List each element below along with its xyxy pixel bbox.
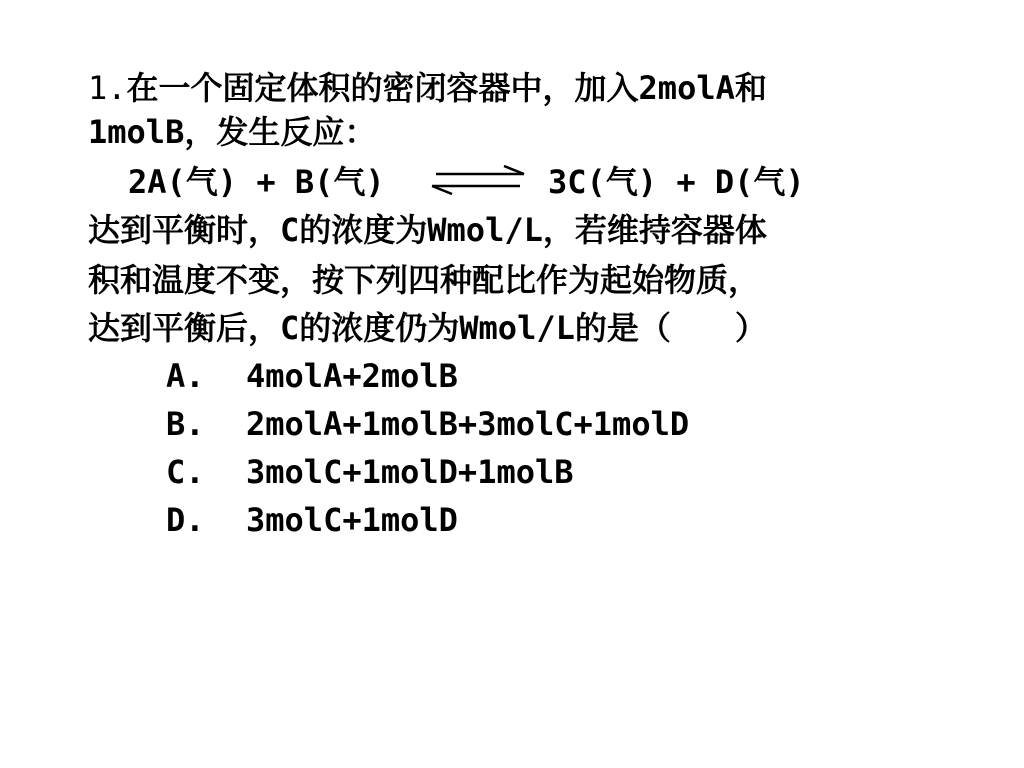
option-c	[166, 452, 574, 492]
reaction-equation	[128, 158, 805, 206]
option-a	[166, 356, 458, 396]
question-text-1: 在一个固定体积的密闭容器中，加入2molA和	[126, 69, 767, 107]
option-letter: A.	[166, 357, 205, 395]
question-line-5: 积和温度不变，按下列四种配比作为起始物质，	[88, 261, 761, 299]
equilibrium-arrow-icon	[426, 164, 530, 196]
option-d	[166, 500, 458, 540]
option-text: 3molC+1molD	[246, 501, 458, 539]
option-letter: C.	[166, 453, 205, 491]
option-letter: D.	[166, 501, 205, 539]
option-b	[166, 404, 689, 444]
equation-reactants: 2A(气) + B(气)	[128, 163, 385, 201]
option-text: 2molA+1molB+3molC+1molD	[246, 405, 690, 443]
option-text: 3molC+1molD+1molB	[246, 453, 574, 491]
option-letter: B.	[166, 405, 205, 443]
question-line-4: 达到平衡时，C的浓度为Wmol/L，若维持容器体	[88, 211, 767, 249]
question-line-2: 1molB，发生反应：	[88, 113, 377, 151]
question-line-1	[88, 68, 767, 108]
equation-products: 3C(气) + D(气)	[548, 163, 805, 201]
question-line-6: 达到平衡后，C的浓度仍为Wmol/L的是（ ）	[88, 309, 767, 347]
question-number: 1.	[88, 69, 127, 107]
option-text: 4molA+2molB	[246, 357, 458, 395]
